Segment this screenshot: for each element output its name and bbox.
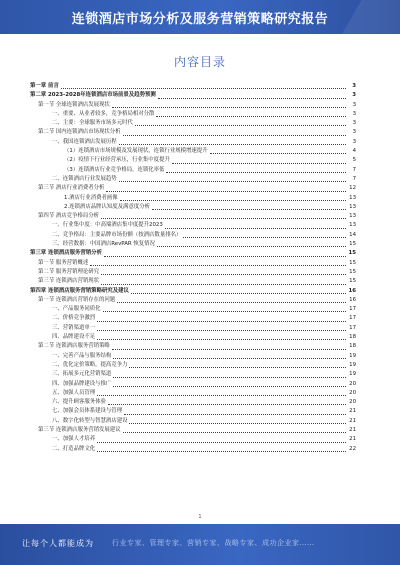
toc-entry-page: 15 (349, 241, 356, 248)
toc-entry-label: 第二节 国内连锁酒店市场现状分析 (38, 129, 121, 136)
toc-entry-label: 第三节 连锁酒店营销现状 (38, 278, 100, 285)
toc-entry-page: 3 (352, 101, 356, 108)
toc-entry-page: 7 (352, 175, 356, 182)
footer-tagline: 行业专家、管理专家、营销专家、战略专家、成功企业家…… (112, 539, 315, 547)
toc-entry[interactable] (30, 426, 356, 435)
toc-entry-label: 一、产品服务同质化 (52, 306, 101, 313)
toc-entry-page: 17 (349, 315, 356, 322)
toc-entry[interactable] (30, 268, 356, 277)
toc-entry[interactable] (30, 435, 356, 444)
toc-leader-dots (113, 385, 346, 387)
toc-entry-label: 第二节 服务营销理论研究 (38, 268, 100, 275)
toc-entry-page: 14 (349, 231, 356, 238)
toc-entry-label: 第一节 服务营销概述 (38, 259, 89, 266)
toc-entry[interactable] (30, 240, 356, 249)
toc-entry-label: 二、优化定价策略，提高竞争力 (52, 361, 128, 368)
toc-leader-dots (112, 106, 346, 108)
toc-entry-page: 15 (348, 250, 356, 257)
toc-entry[interactable] (30, 110, 356, 119)
toc-entry-label: 第二章 2023-2028年连锁酒店市场前景及趋势预测 (30, 92, 156, 99)
footer-slogan: 让每个人都能成为 (22, 539, 94, 548)
toc-entry-label: 三、拓展多元化营销渠道 (52, 371, 112, 378)
toc-entry-label: 七、加强会员体系建设与管理 (52, 408, 123, 415)
toc-entry[interactable] (30, 389, 356, 398)
toc-leader-dots (112, 348, 346, 350)
toc-entry[interactable] (30, 101, 356, 110)
toc-entry-page: 21 (349, 426, 356, 433)
toc-entry-label: 六、提升顾客服务体验 (52, 399, 106, 406)
toc-entry[interactable] (30, 445, 356, 454)
page-number: 1 (198, 514, 202, 520)
toc-leader-dots (158, 97, 346, 99)
toc-leader-dots (90, 264, 346, 266)
toc-entry-label: 二、竞争格局：主要品牌市场份额（按酒店数量排名） (52, 231, 182, 238)
toc-entry-page: 13 (349, 203, 356, 210)
toc-entry-page: 18 (349, 334, 356, 341)
toc-leader-dots (119, 143, 346, 145)
toc-entry[interactable] (30, 370, 356, 379)
toc-entry[interactable] (30, 259, 356, 268)
toc-entry-label: 二、主要：全球服务市场多元时代 (52, 120, 133, 127)
toc-entry-label: 三、营销渠道单一 (52, 324, 96, 331)
toc-entry-page: 15 (349, 278, 356, 285)
table-of-contents (30, 82, 356, 454)
toc-entry[interactable] (30, 333, 356, 342)
toc-entry-page: 20 (349, 389, 356, 396)
toc-entry-label: 四、品牌建设不足 (52, 334, 96, 341)
toc-entry[interactable] (30, 352, 356, 361)
toc-entry-page: 19 (349, 352, 356, 359)
toc-entry[interactable] (30, 249, 356, 258)
toc-entry-page: 16 (349, 296, 356, 303)
toc-entry[interactable] (30, 147, 356, 156)
toc-entry-label: 二、打造品牌文化 (52, 445, 96, 452)
toc-leader-dots (113, 376, 346, 378)
toc-entry-page: 12 (349, 185, 356, 192)
toc-entry-page: 3 (352, 110, 356, 117)
footer-banner (0, 524, 400, 565)
toc-leader-dots (129, 366, 346, 368)
toc-entry-label: 八、数字化转型与智慧酒店建设 (52, 417, 128, 424)
toc-entry-page: 19 (349, 361, 356, 368)
toc-entry[interactable] (30, 296, 356, 305)
toc-leader-dots (97, 450, 346, 452)
toc-entry-page: 17 (349, 324, 356, 331)
toc-entry-label: 三、经营数据：中国酒店RevPAR 恢复情况 (52, 241, 155, 248)
toc-entry[interactable] (30, 119, 356, 128)
toc-leader-dots (135, 124, 346, 126)
toc-leader-dots (113, 357, 346, 359)
toc-entry[interactable] (30, 277, 356, 286)
toc-entry[interactable] (30, 417, 356, 426)
toc-entry-page: 19 (349, 371, 356, 378)
toc-entry-page: 3 (352, 129, 356, 136)
toc-entry[interactable] (30, 305, 356, 314)
toc-leader-dots (97, 329, 346, 331)
toc-leader-dots (129, 422, 346, 424)
toc-leader-dots (152, 208, 346, 210)
toc-entry-page: 7 (352, 166, 356, 173)
toc-entry[interactable] (30, 212, 356, 221)
toc-entry-label: （2）疫情下行业经营承压，行业集中度提升 (64, 157, 170, 164)
toc-entry-label: 第二节 连锁酒店服务营销策略 (38, 343, 110, 350)
toc-leader-dots (61, 87, 346, 89)
toc-entry-label: （1）连锁酒店市场规模及发展现状，连锁行业规模增速提升 (64, 148, 208, 155)
toc-entry-label: 1.酒店行业消费者画像 (64, 194, 118, 201)
toc-entry-label: 第四章 连锁酒店服务营销策略研究及建议 (30, 287, 129, 294)
toc-entry[interactable] (30, 380, 356, 389)
report-title: 连锁酒店市场分析及服务营销策略研究报告 (71, 12, 329, 27)
toc-leader-dots (97, 320, 346, 322)
toc-leader-dots (97, 441, 346, 443)
toc-entry[interactable] (30, 175, 356, 184)
toc-leader-dots (165, 227, 346, 229)
toc-entry[interactable] (30, 314, 356, 323)
toc-leader-dots (101, 217, 346, 219)
toc-leader-dots (166, 171, 346, 173)
toc-entry-label: 第三节 连锁酒店服务营销发展建议 (38, 426, 121, 433)
toc-entry-page: 13 (349, 213, 356, 220)
toc-leader-dots (101, 273, 346, 275)
toc-entry-label: 一、加强人才培养 (52, 436, 96, 443)
toc-leader-dots (101, 283, 346, 285)
toc-leader-dots (108, 403, 346, 405)
toc-entry-page: 3 (352, 120, 356, 127)
toc-entry-page: 16 (348, 287, 356, 294)
toc-leader-dots (123, 431, 346, 433)
toc-entry-page: 21 (349, 417, 356, 424)
toc-leader-dots (104, 255, 346, 257)
toc-entry-label: 四、加强品牌建设与推广 (52, 380, 112, 387)
toc-entry-page: 15 (349, 268, 356, 275)
toc-entry[interactable] (30, 184, 356, 193)
toc-entry-page: 21 (349, 436, 356, 443)
toc-entry-label: 一、完善产品与服务结构 (52, 352, 112, 359)
toc-leader-dots (120, 199, 346, 201)
toc-entry[interactable] (30, 342, 356, 351)
toc-entry-label: 第四节 酒店竞争格局分析 (38, 213, 100, 220)
toc-entry-page: 20 (349, 399, 356, 406)
toc-entry-page: 13 (349, 194, 356, 201)
toc-entry[interactable] (30, 128, 356, 137)
toc-entry[interactable] (30, 398, 356, 407)
toc-entry-page: 21 (349, 408, 356, 415)
toc-entry-page: 3 (352, 92, 356, 99)
toc-entry-label: 第一章 前言 (30, 83, 59, 89)
toc-entry-page: 17 (349, 306, 356, 313)
toc-leader-dots (97, 394, 346, 396)
toc-entry-page: 20 (349, 380, 356, 387)
toc-entry-label: 五、加强人员管理 (52, 389, 96, 396)
toc-leader-dots (117, 301, 346, 303)
toc-entry-label: 二、价格竞争激烈 (52, 315, 96, 322)
toc-leader-dots (210, 152, 346, 154)
toc-entry-label: 第三节 酒店行业消费者分析 (38, 185, 105, 192)
toc-heading: 内容目录 (173, 55, 226, 69)
toc-leader-dots (183, 236, 346, 238)
toc-entry-page: 3 (352, 138, 356, 145)
toc-leader-dots (97, 338, 346, 340)
toc-entry-label: 一、行业集中度：中高端酒店集中度提升2023 (52, 222, 163, 229)
toc-entry[interactable] (30, 221, 356, 230)
toc-entry-page: 13 (349, 222, 356, 229)
toc-entry[interactable] (30, 324, 356, 333)
toc-entry[interactable] (30, 407, 356, 416)
toc-leader-dots (157, 245, 346, 247)
toc-entry-label: 一、我国连锁酒店发展历程 (52, 138, 117, 145)
toc-entry-label: 一、重要、从业者较多，竞争格局相对分散 (52, 110, 155, 117)
toc-entry[interactable] (30, 287, 356, 296)
toc-leader-dots (156, 115, 346, 117)
report-header-banner (0, 0, 400, 34)
toc-entry[interactable] (30, 231, 356, 240)
toc-entry[interactable] (30, 361, 356, 370)
toc-entry[interactable] (30, 194, 356, 203)
toc-leader-dots (172, 162, 346, 164)
toc-entry[interactable] (30, 203, 356, 212)
toc-entry[interactable] (30, 166, 356, 175)
toc-entry[interactable] (30, 91, 356, 100)
toc-leader-dots (106, 190, 346, 192)
toc-entry[interactable] (30, 82, 356, 91)
toc-entry-label: 2.连锁酒店品牌认知度及满意度分析 (64, 203, 151, 210)
toc-entry-label: 第一节 全球连锁酒店发展现状 (38, 101, 110, 108)
toc-entry-page: 18 (349, 343, 356, 350)
toc-entry-page: 3 (352, 83, 356, 89)
toc-leader-dots (123, 134, 346, 136)
toc-entry-label: （3）连锁酒店行业竞争格局，连锁化率低 (64, 166, 165, 173)
toc-entry-label: 第三章 连锁酒店服务营销分析 (30, 250, 102, 257)
toc-entry-label: 第一节 连锁酒店营销存在的问题 (38, 296, 116, 303)
toc-entry-label: 二、连锁酒店行业发展趋势 (52, 175, 117, 182)
toc-leader-dots (103, 310, 346, 312)
toc-entry-page: 4 (352, 148, 356, 155)
toc-entry[interactable] (30, 138, 356, 147)
toc-leader-dots (124, 413, 346, 415)
toc-entry-page: 22 (349, 445, 356, 452)
toc-leader-dots (131, 292, 346, 294)
toc-leader-dots (119, 180, 346, 182)
toc-entry[interactable] (30, 156, 356, 165)
toc-entry-page: 5 (352, 157, 356, 164)
toc-entry-page: 15 (349, 259, 356, 266)
